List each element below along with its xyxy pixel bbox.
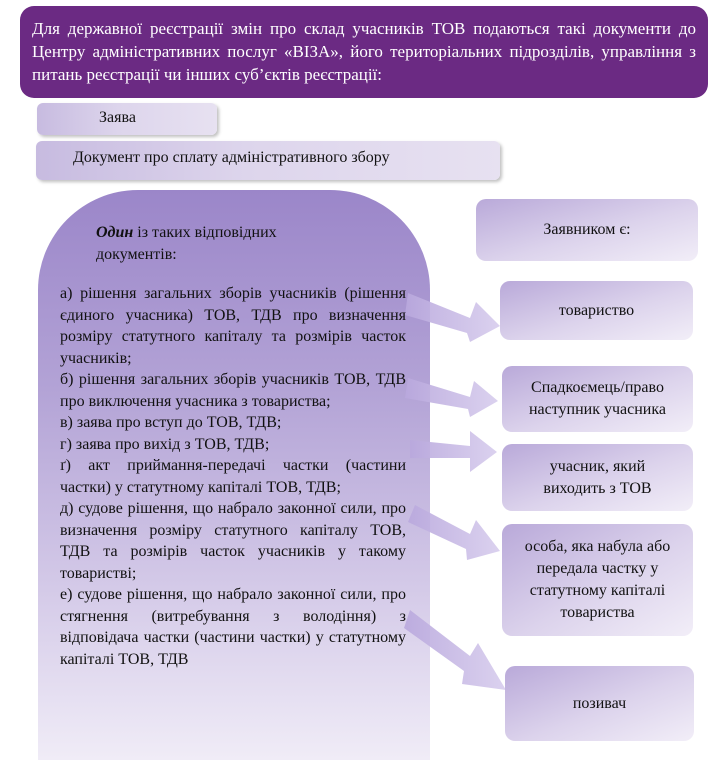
arrow-to-leaving-member (410, 431, 497, 472)
one-of-emphasis: Один (96, 224, 134, 241)
applicant-heir-label: Спадкоємець/право наступник учасника (528, 379, 666, 418)
applicant-company-box (500, 281, 693, 340)
applicant-transferee-label: особа, яка набула або передала частку у статутному капіталі товариства (524, 538, 671, 621)
applicant-leaving-member-box (502, 444, 693, 511)
list-item: д) судове рішення, що набрало законної сили, про визначення розміру статутного капіталу ТОВ, ТДВ та розмірів часток учасників у такому товаристві; (60, 500, 406, 582)
arrow-to-transferee (408, 505, 500, 560)
applicant-plaintiff-label: позивач (572, 694, 627, 712)
applicant-title: Заявником є: (543, 221, 631, 238)
applicant-title-box (476, 199, 698, 261)
arrow-to-company (405, 293, 500, 342)
one-of-intro (96, 222, 346, 266)
arrow-to-heir (405, 378, 498, 417)
header-text: Для державної реєстрації змін про склад учасників ТОВ подаються такі документи до Центру адміністративних послуг «ВІЗА», його територіальних підрозділів, управління з питань реєстрації чи інших суб’єктів реєстрації: (32, 19, 696, 84)
document-options-list (60, 283, 406, 670)
applicant-heir-box (502, 366, 693, 432)
list-item: ґ) акт приймання-передачі частки (частини частки) у статутному капіталі ТОВ, ТДВ; (60, 457, 406, 496)
one-of-intro-text: із таких відповідних документів: (96, 224, 277, 263)
list-item: а) рішення загальних зборів учасників (рішення єдиного учасника) ТОВ, ТДВ про визначення розміру статутного капіталу та розмірів часток учасників; (60, 285, 406, 367)
applicant-transferee-box (502, 524, 693, 636)
arrow-to-plaintiff (404, 610, 506, 690)
document-fee-payment-label: Документ про сплату адміністративного збору (73, 149, 390, 166)
document-application-label: Заява (99, 109, 136, 126)
applicant-leaving-member-label: учасник, який виходить з ТОВ (543, 457, 652, 497)
applicant-company-label: товариство (558, 301, 635, 319)
applicant-plaintiff-box (505, 666, 694, 741)
list-item: в) заява про вступ до ТОВ, ТДВ; (60, 414, 282, 431)
list-item: е) судове рішення, що набрало законної сили, про стягнення (витребування з володіння) з відповідача частки (частини частки) у статутному капіталі ТОВ, ТДВ (60, 586, 406, 668)
list-item: г) заява про вихід з ТОВ, ТДВ; (60, 435, 270, 453)
list-item: б) рішення загальних зборів учасників ТОВ, ТДВ про виключення учасника з товариства; (60, 371, 406, 410)
